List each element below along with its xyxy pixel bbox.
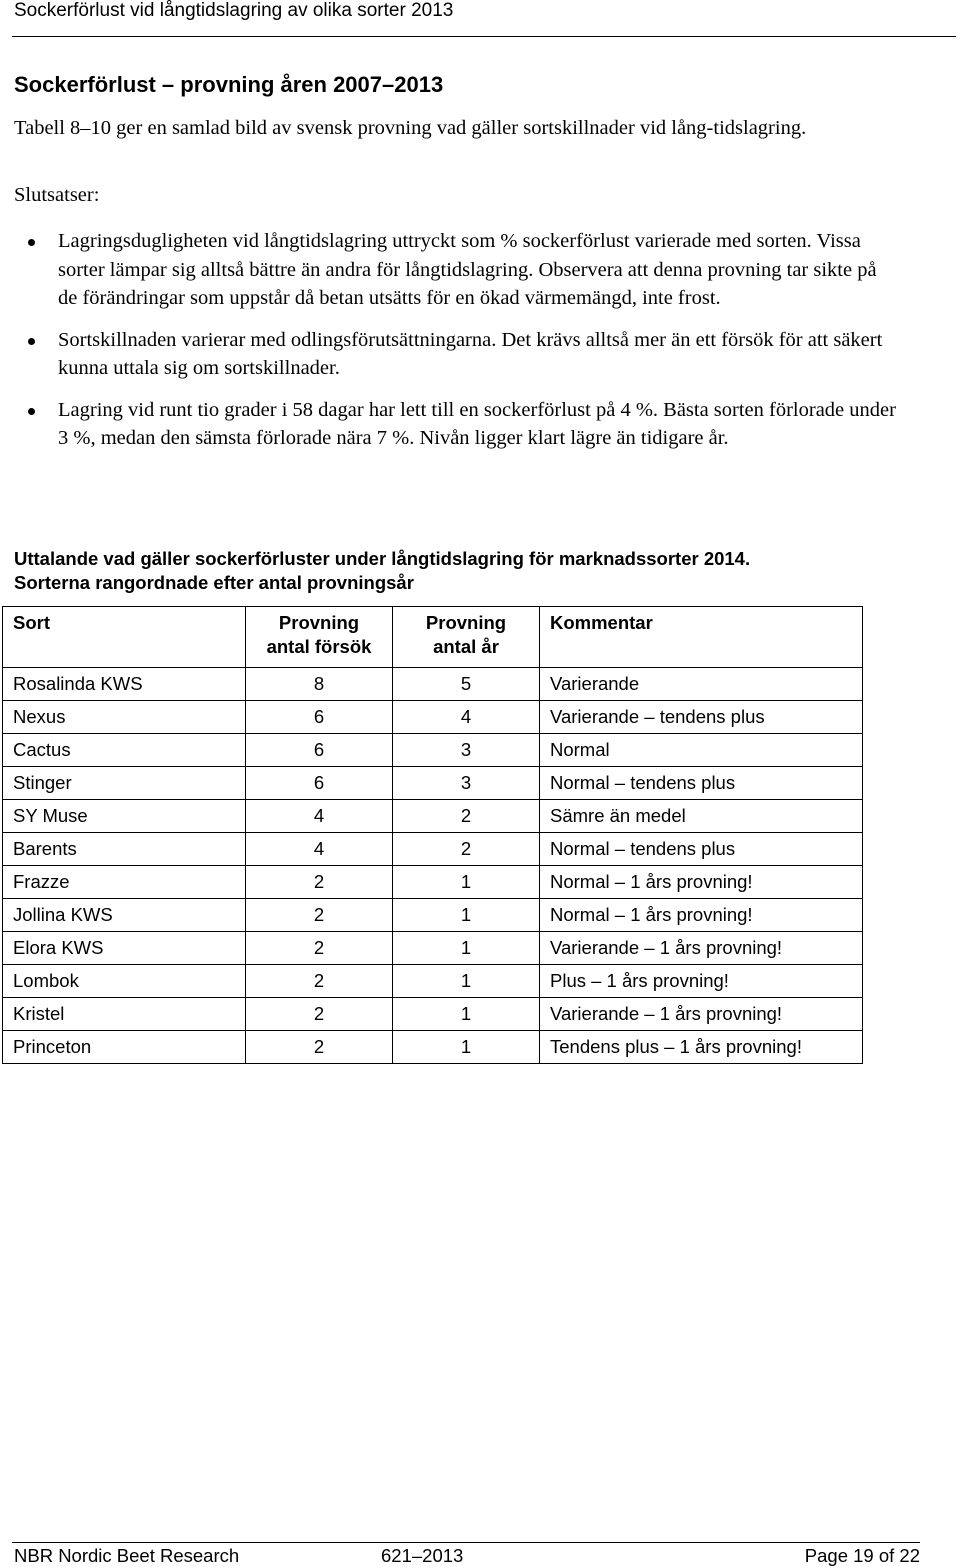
cell-comment: Varierande – 1 års provning! — [540, 998, 863, 1031]
col-header-comment: Kommentar — [540, 607, 863, 668]
table-body — [3, 668, 863, 1064]
bullet-icon — [28, 239, 35, 246]
col-header-years-l1: Provning — [425, 612, 507, 633]
cell-years: 5 — [393, 668, 540, 701]
conclusion-text: Lagring vid runt tio grader i 58 dagar har lett till en sockerförlust på 4 %. Bästa sorten förlorade under 3 %, medan den sämsta förlorade nära 7 %. Nivån ligger klart lägre än tidigare år. — [58, 398, 896, 449]
table-header-row — [3, 607, 863, 668]
table-row — [3, 767, 863, 800]
col-header-years-l2: antal år — [433, 636, 499, 657]
cell-years: 3 — [393, 734, 540, 767]
cell-years: 1 — [393, 1031, 540, 1064]
footer-page: Page 19 of 22 — [804, 1545, 920, 1566]
cell-trials: 4 — [246, 800, 393, 833]
footer-org: NBR Nordic Beet Research — [14, 1545, 240, 1566]
table-row — [3, 800, 863, 833]
cell-trials: 6 — [246, 767, 393, 800]
cell-years: 4 — [393, 701, 540, 734]
cell-sort: Nexus — [3, 701, 246, 734]
header-divider — [12, 36, 956, 37]
cell-trials: 2 — [246, 998, 393, 1031]
cell-trials: 6 — [246, 734, 393, 767]
section-heading: Sockerförlust – provning åren 2007–2013 — [14, 72, 444, 97]
cell-sort: SY Muse — [3, 800, 246, 833]
conclusions-list — [0, 227, 900, 466]
table-row — [3, 668, 863, 701]
table-row — [3, 866, 863, 899]
cell-comment: Varierande – 1 års provning! — [540, 932, 863, 965]
table-row — [3, 965, 863, 998]
cell-comment: Normal – 1 års provning! — [540, 866, 863, 899]
table-title-line2: Sorterna rangordnade efter antal provningsår — [14, 572, 414, 593]
cell-years: 2 — [393, 833, 540, 866]
conclusion-item — [0, 227, 900, 313]
running-header: Sockerförlust vid långtidslagring av olika sorter 2013 — [14, 0, 454, 21]
conclusion-item — [0, 326, 900, 383]
cell-sort: Frazze — [3, 866, 246, 899]
conclusions-label: Slutsatser: — [14, 184, 100, 206]
cell-sort: Rosalinda KWS — [3, 668, 246, 701]
col-header-sort: Sort — [3, 607, 246, 668]
cell-sort: Jollina KWS — [3, 899, 246, 932]
cell-years: 1 — [393, 965, 540, 998]
bullet-icon — [28, 338, 35, 345]
cell-trials: 2 — [246, 965, 393, 998]
bullet-icon — [28, 408, 35, 415]
cell-comment: Tendens plus – 1 års provning! — [540, 1031, 863, 1064]
col-header-years — [393, 607, 540, 668]
table-row — [3, 998, 863, 1031]
variety-table — [2, 606, 863, 1064]
cell-trials: 2 — [246, 932, 393, 965]
cell-comment: Normal – tendens plus — [540, 833, 863, 866]
col-header-trials — [246, 607, 393, 668]
cell-years: 3 — [393, 767, 540, 800]
footer-report: 621–2013 — [381, 1545, 464, 1566]
cell-trials: 6 — [246, 701, 393, 734]
table-row — [3, 734, 863, 767]
cell-comment: Varierande – tendens plus — [540, 701, 863, 734]
cell-trials: 8 — [246, 668, 393, 701]
cell-sort: Kristel — [3, 998, 246, 1031]
cell-comment: Normal – 1 års provning! — [540, 899, 863, 932]
cell-years: 1 — [393, 899, 540, 932]
cell-trials: 2 — [246, 899, 393, 932]
table-row — [3, 932, 863, 965]
col-header-trials-l1: Provning — [278, 612, 360, 633]
conclusion-text: Lagringsdugligheten vid långtidslagring uttryckt som % sockerförlust varierade med sorten. Vissa sorter lämpar sig alltså bättre än andra för långtidslagring. Observera att denna provning tar sikte på de förändringar som uppstår då betan utsätts för en ökad värmemängd, inte frost. — [58, 230, 877, 309]
conclusion-item — [0, 396, 900, 453]
cell-sort: Cactus — [3, 734, 246, 767]
cell-comment: Normal – tendens plus — [540, 767, 863, 800]
cell-sort: Barents — [3, 833, 246, 866]
footer-divider — [12, 1542, 920, 1543]
cell-sort: Stinger — [3, 767, 246, 800]
cell-years: 1 — [393, 932, 540, 965]
cell-sort: Princeton — [3, 1031, 246, 1064]
conclusion-text: Sortskillnaden varierar med odlingsförutsättningarna. Det krävs alltså mer än ett försök för att säkert kunna uttala sig om sortskillnader. — [58, 328, 883, 379]
table-title — [14, 547, 914, 595]
cell-comment: Plus – 1 års provning! — [540, 965, 863, 998]
cell-sort: Lombok — [3, 965, 246, 998]
cell-trials: 2 — [246, 866, 393, 899]
table-row — [3, 899, 863, 932]
cell-years: 1 — [393, 866, 540, 899]
cell-trials: 2 — [246, 1031, 393, 1064]
table-row — [3, 833, 863, 866]
cell-comment: Normal — [540, 734, 863, 767]
table-row — [3, 1031, 863, 1064]
cell-years: 1 — [393, 998, 540, 1031]
cell-comment: Sämre än medel — [540, 800, 863, 833]
col-header-trials-l2: antal försök — [266, 636, 372, 657]
table-row — [3, 701, 863, 734]
cell-years: 2 — [393, 800, 540, 833]
cell-sort: Elora KWS — [3, 932, 246, 965]
table-title-line1: Uttalande vad gäller sockerförluster under långtidslagring för marknadssorter 2014. — [14, 548, 751, 569]
intro-paragraph: Tabell 8–10 ger en samlad bild av svensk provning vad gäller sortskillnader vid lång-tidslagring. — [14, 117, 807, 139]
cell-comment: Varierande — [540, 668, 863, 701]
cell-trials: 4 — [246, 833, 393, 866]
